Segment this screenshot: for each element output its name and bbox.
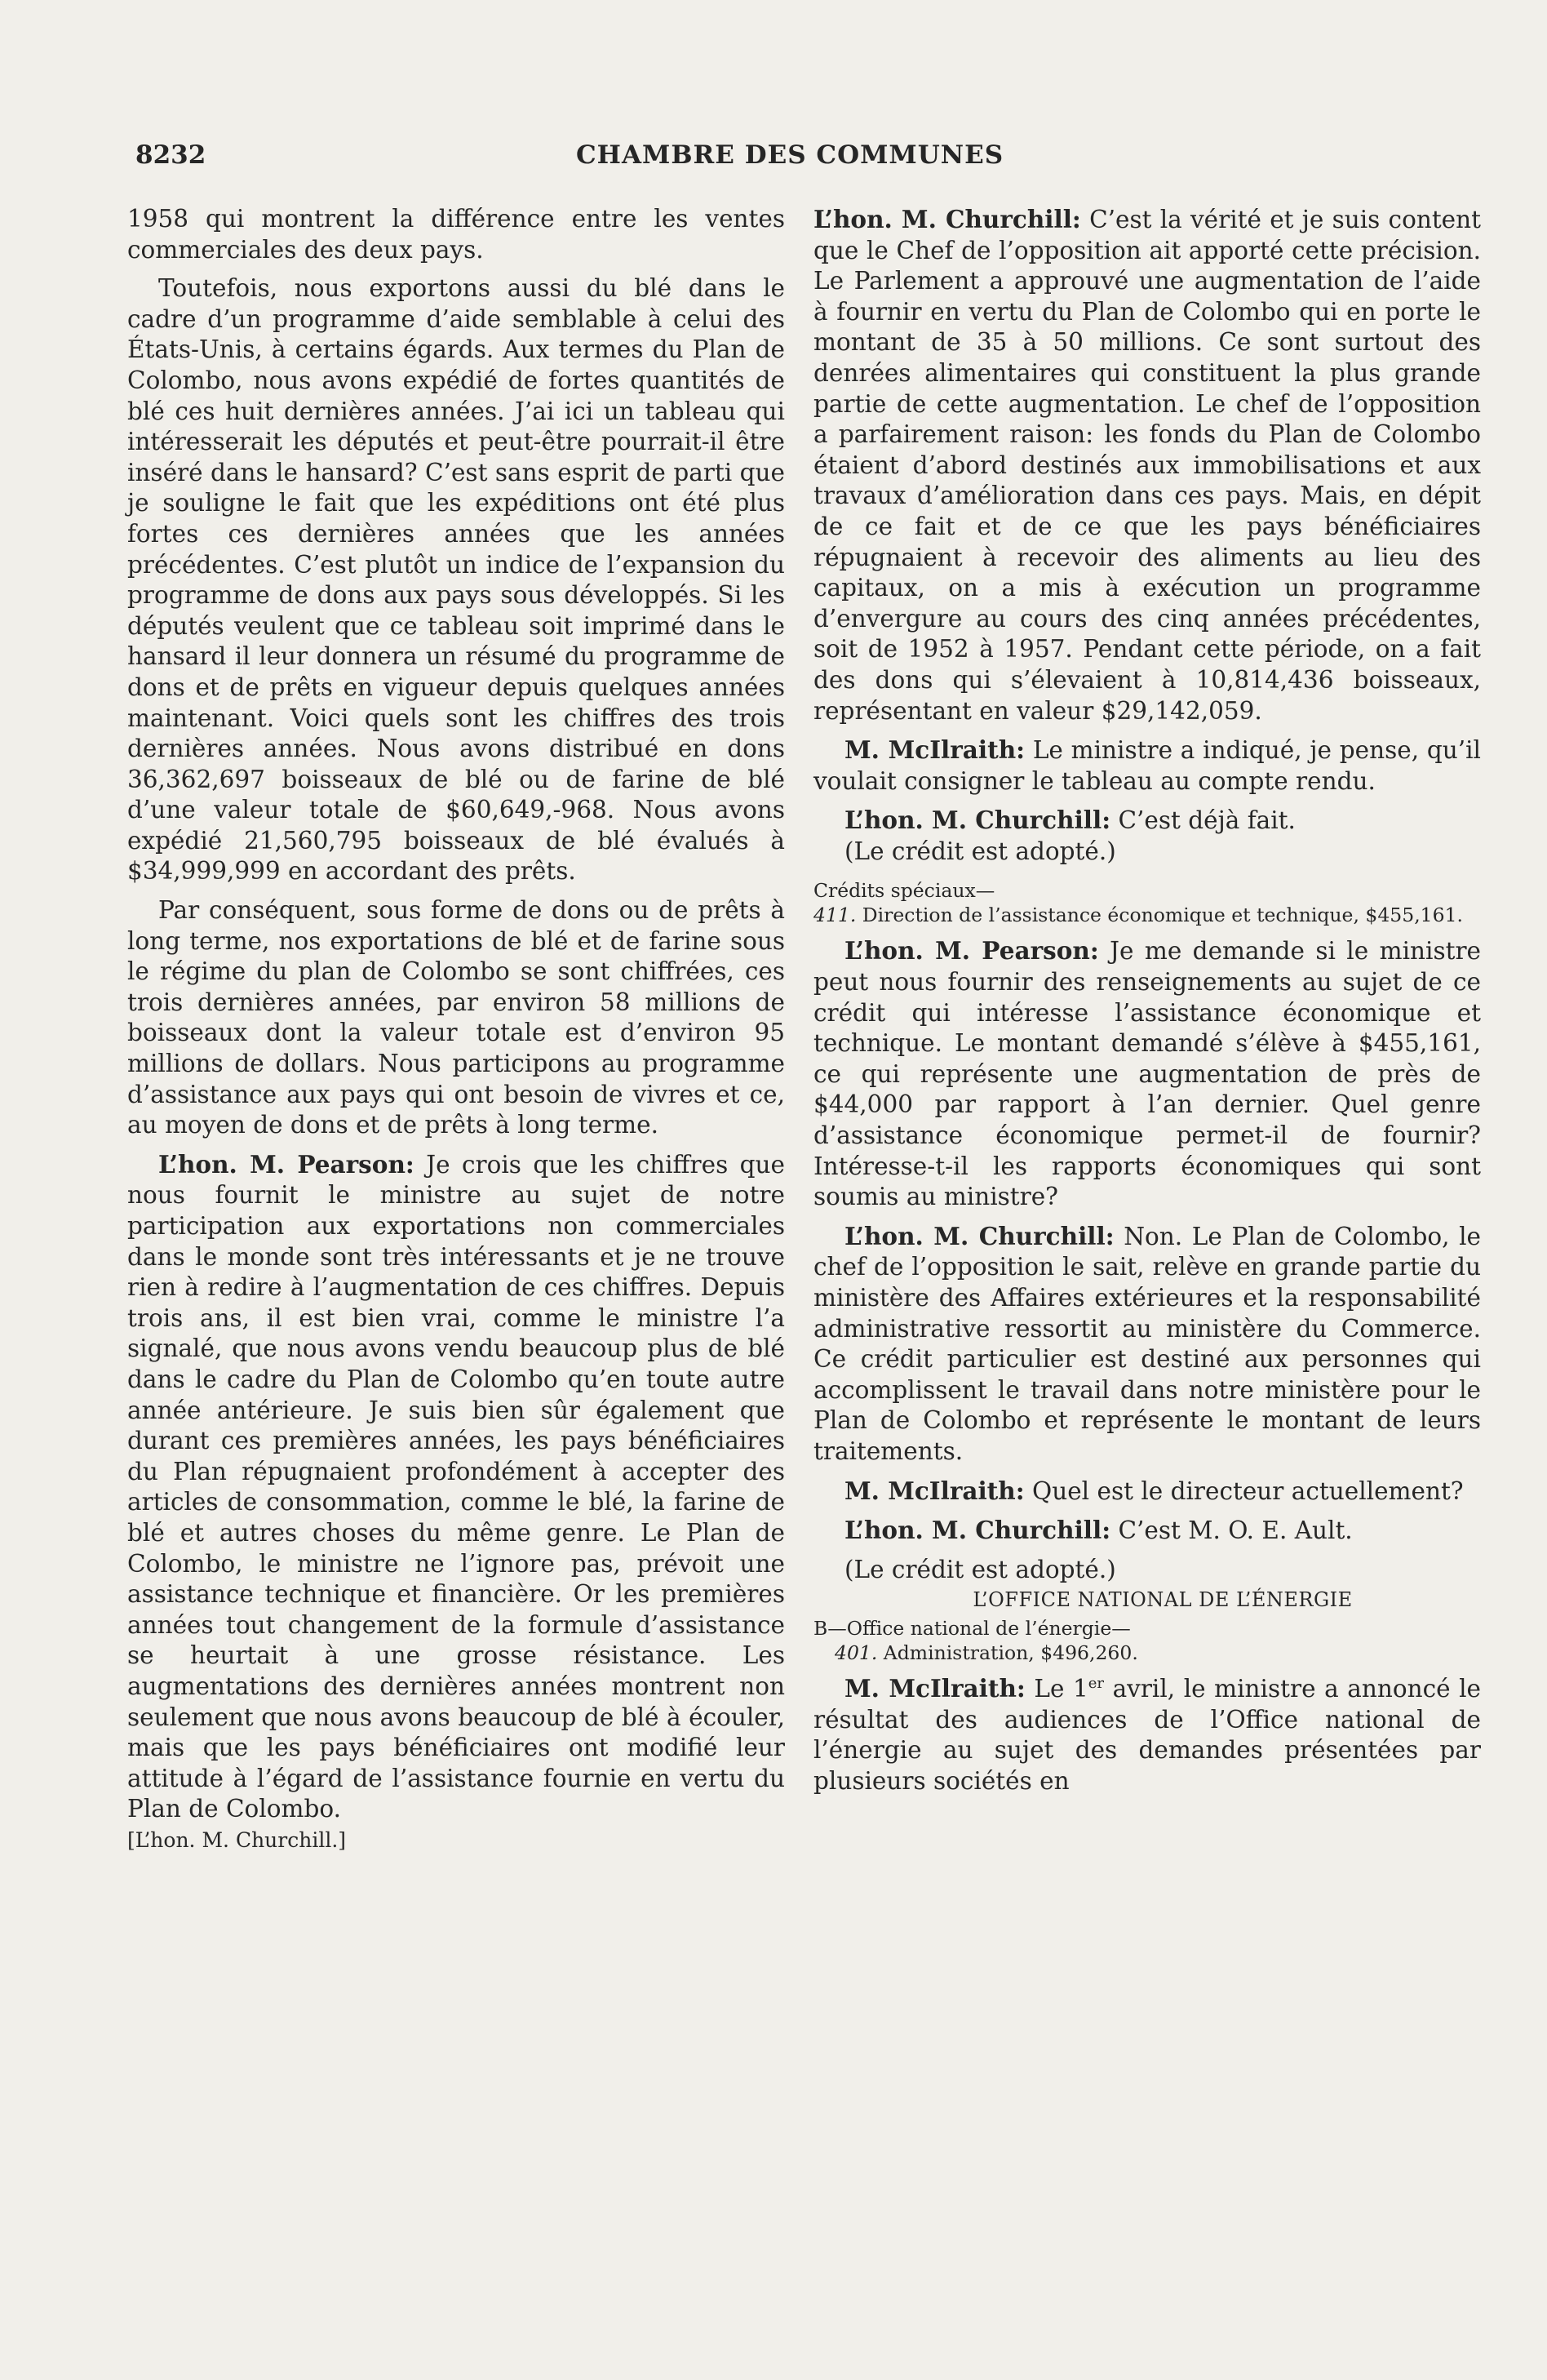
page-header bbox=[135, 140, 1478, 180]
credit-item-401 bbox=[813, 1641, 1481, 1665]
speech-text: C’est M. O. E. Ault. bbox=[1110, 1516, 1353, 1545]
speaker-name: M. McIlraith: bbox=[844, 1673, 1026, 1703]
speech-text: Le ministre a indiqué, je pense, qu’il voulait consigner le tableau au compte rendu. bbox=[813, 736, 1481, 795]
speech-mcilraith bbox=[813, 1673, 1481, 1796]
right-column bbox=[813, 204, 1481, 1796]
speech-pearson bbox=[127, 1149, 785, 1825]
ordinal-suffix: er bbox=[1088, 1675, 1105, 1693]
speech-mcilraith bbox=[813, 735, 1481, 797]
speech-text: C’est la vérité et je suis content que le Chef de l’opposition ait apporté cette précision. Le Parlement a approuvé une augmentation de l’aide à fournir en vertu du Plan de Colombo qui en porte le montant de 35 à 50 millions. Ce sont surtout des denrées alimentaires qui constituent la plus grande partie de cette augmentation. Le chef de l’opposition a parfairement raison: les fonds du Plan de Colombo étaient d’abord destinés aux immobilisations et aux travaux d’amélioration dans ces pays. Mais, en dépit de ce fait et de ce que les pays bénéficiaires répugnaient à recevoir des aliments au lieu des capitaux, on a mis à exécution un programme d’envergure au cours des cinq années précédentes, soit de 1952 à 1957. Pendant cette période, on a fait des dons qui s’élevaient à 10,814,436 boisseaux, représentant en valeur $29,142,059. bbox=[813, 206, 1481, 725]
speech-text: Quel est le directeur actuellement? bbox=[1024, 1476, 1464, 1505]
item-text: Direction de l’assistance économique et technique, $455,161. bbox=[856, 904, 1464, 927]
speaker-tag: [L’hon. M. Churchill.] bbox=[127, 1827, 347, 1852]
vote-adopted: (Le crédit est adopté.) bbox=[844, 1555, 1116, 1583]
speech-churchill bbox=[813, 204, 1481, 726]
item-text: Administration, $496,260. bbox=[877, 1641, 1138, 1664]
speech-text: Non. Le Plan de Colombo, le chef de l’opposition le sait, relève en grande partie du ministère des Affaires extérieures et la responsabilité administrative ressortit au ministère du Commerce. Ce crédit particulier est destiné aux personnes qui accomplissent le travail dans notre ministère pour le Plan de Colombo et représente le montant de leurs traitements. bbox=[813, 1222, 1481, 1465]
speaker-name: M. McIlraith: bbox=[844, 1476, 1025, 1505]
section-heading: L’OFFICE NATIONAL DE L’ÉNERGIE bbox=[973, 1588, 1353, 1612]
speaker-name: L’hon. M. Churchill: bbox=[844, 1221, 1115, 1250]
speaker-name: M. McIlraith: bbox=[844, 735, 1026, 765]
speaker-name: L’hon. M. Pearson: bbox=[844, 936, 1099, 966]
item-number: 411. bbox=[813, 904, 857, 927]
speaker-name: L’hon. M. Churchill: bbox=[844, 1516, 1111, 1545]
speaker-name: L’hon. M. Churchill: bbox=[813, 205, 1081, 233]
left-column bbox=[127, 204, 785, 1855]
speech-text: Je me demande si le ministre peut nous fournir des renseignements au sujet de ce crédit qui intéresse l’assistance économique et technique. Le montant demandé s’élève à $455,161, ce qui représente une augmentation de près de $44,000 par rapport à l’an dernier. Quel genre d’assistance économique permet-il de fournir? Intéresse-t-il les rapports économiques qui sont soumis au ministre? bbox=[813, 937, 1481, 1211]
speech-text: avril, le ministre a annoncé le résultat des audiences de l’Office national de l’énergie au sujet des demandes présentées par plusieurs sociétés en bbox=[813, 1674, 1481, 1795]
credits-heading: Crédits spéciaux— bbox=[813, 879, 995, 903]
speech-churchill bbox=[813, 805, 1481, 837]
page-title: CHAMBRE DES COMMUNES bbox=[576, 140, 1004, 170]
paragraph: Toutefois, nous exportons aussi du blé dans le cadre d’un programme d’aide semblable à celui des États-Unis, à certains égards. Aux termes du Plan de Colombo, nous avons expédié de fortes quantités de blé ces huit dernières années. J’ai ici un tableau qui intéresserait les députés et peut-être pourrait-il être inséré dans le hansard? C’est sans esprit de parti que je souligne le fait que les expéditions ont été plus fortes ces dernières années que les années précédentes. C’est plutôt un indice de l’expansion du programme de dons aux pays sous développés. Si les députés veulent que ce tableau soit imprimé dans le hansard il leur donnera un résumé du programme de dons et de prêts en vigueur depuis quelques années maintenant. Voici quels sont les chiffres des trois dernières années. Nous avons distribué en dons 36,362,697 boisseaux de blé ou de farine de blé d’une valeur totale de $60,649,-968. Nous avons expédié 21,560,795 boisseaux de blé évalués à $34,999,999 en accordant des prêts. bbox=[127, 274, 785, 886]
item-number: 401. bbox=[835, 1641, 878, 1664]
speech-mcilraith bbox=[813, 1476, 1481, 1507]
credit-item-411 bbox=[813, 903, 1481, 927]
vote-adopted: (Le crédit est adopté.) bbox=[844, 837, 1116, 865]
speech-churchill bbox=[813, 1515, 1481, 1547]
speech-text: Je crois que les chiffres que nous fournit le ministre au sujet de notre participation aux exportations non commerciales dans le monde sont très intéressants et je ne trouve rien à redire à l’augmentation de ces chiffres. Depuis trois ans, il est bien vrai, comme le ministre l’a signalé, que nous avons vendu beaucoup plus de blé dans le cadre du Plan de Colombo qu’en toute autre année antérieure. Je suis bien sûr également que durant ces premières années, les pays bénéficiaires du Plan répugnaient profondément à accepter des articles de consommation, comme le blé, la farine de blé et autres choses du même genre. Le Plan de Colombo, le ministre ne l’ignore pas, prévoit une assistance technique et financière. Or les premières années tout changement de la formule d’assistance se heurtait à une grosse résistance. Les augmentations des dernières années montrent non seulement que nous avons beaucoup de blé à écouler, mais que les pays bénéficiaires ont modifié leur attitude à l’égard de l’assistance fournie en vertu du Plan de Colombo. bbox=[127, 1150, 785, 1823]
credit-group: B—Office national de l’énergie— bbox=[813, 1616, 1131, 1640]
speech-text: Le 1 bbox=[1025, 1674, 1088, 1703]
speaker-name: L’hon. M. Churchill: bbox=[844, 806, 1111, 835]
page-number: 8232 bbox=[135, 140, 206, 170]
speech-text: C’est déjà fait. bbox=[1110, 806, 1296, 835]
paragraph: 1958 qui montrent la différence entre les ventes commerciales des deux pays. bbox=[127, 205, 785, 264]
speaker-name: L’hon. M. Pearson: bbox=[158, 1149, 414, 1179]
speech-churchill bbox=[813, 1221, 1481, 1468]
speech-pearson bbox=[813, 935, 1481, 1212]
paragraph: Par conséquent, sous forme de dons ou de prêts à long terme, nos exportations de blé et de farine sous le régime du plan de Colombo se sont chiffrées, ces trois dernières années, par environ 58 millions de boisseaux dont la valeur totale est d’environ 95 millions de dollars. Nous participons au programme d’assistance aux pays qui ont besoin de vivres et ce, au moyen de dons et de prêts à long terme. bbox=[127, 896, 785, 1139]
